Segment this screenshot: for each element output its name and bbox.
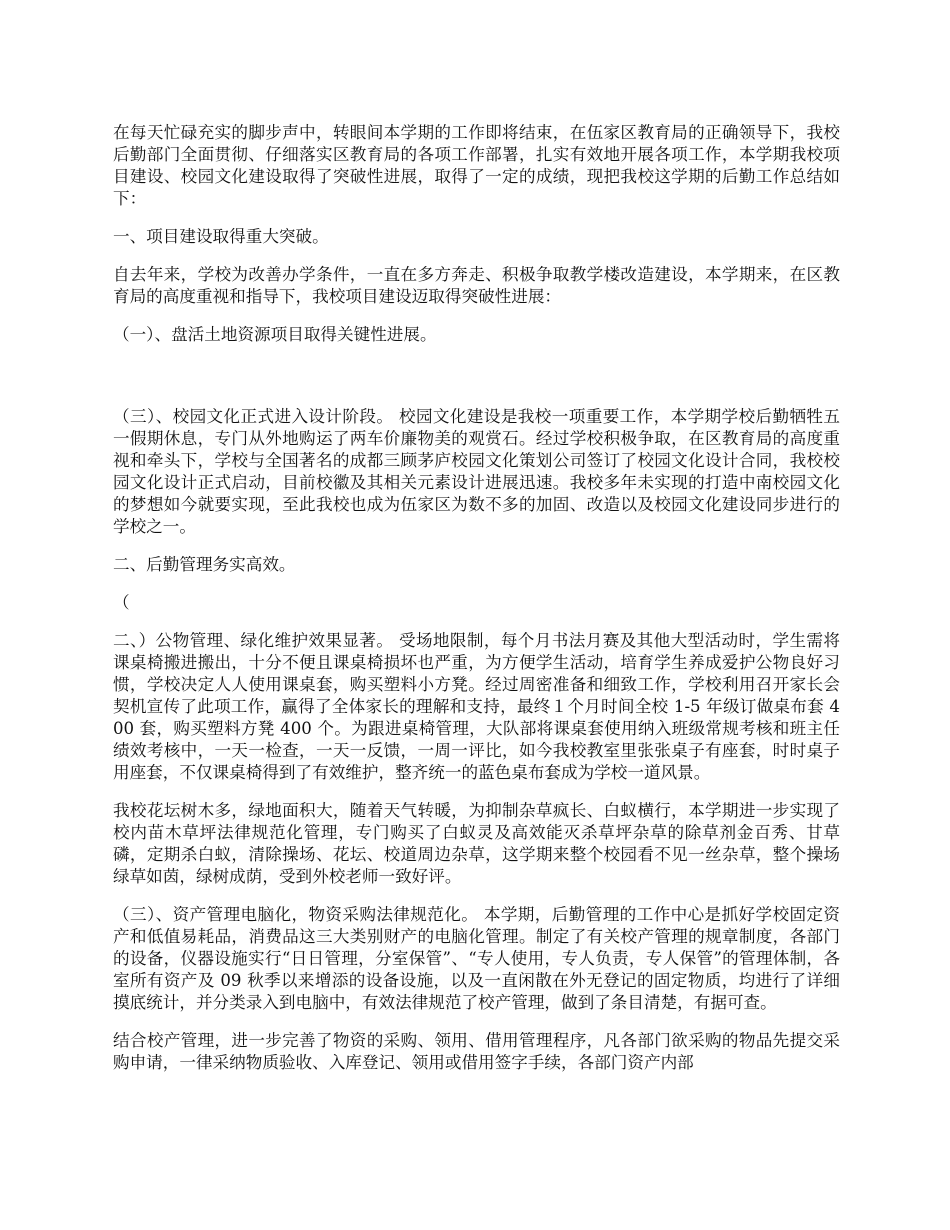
blank-gap: [113, 362, 840, 406]
procurement-paragraph: 结合校产管理，进一步完善了物资的采购、领用、借用管理程序，凡各部门欲采购的物品先提交采购申请，一律采纳物质验收、入库登记、领用或借用签字手续，各部门资产内部: [113, 1031, 840, 1072]
project-paragraph: 自去年来，学校为改善办学条件，一直在多方奔走、积极争取教学楼改造建设，本学期来，在区教育局的高度重视和指导下，我校项目建设迈取得突破性进展：: [113, 265, 840, 306]
asset-management-paragraph: （三）、资产管理电脑化，物资采购法律规范化。 本学期，后勤管理的工作中心是抓好学校固定资产和低值易耗品，消费品这三大类别财产的电脑化管理。制定了有关校产管理的规章制度，各部门的设备，仪器设施实行“日日管理，分室保管”、“专人使用，专人负责，专人保管”的管理体制，各室所有资产及 09 秋季以来增添的设备设施，以及一直闲散在外无登记的固定物质，均进行了详细摸底统计，并分类录入到电脑中，有效法律规范了校产管理，做到了条目清楚，有据可查。: [113, 905, 840, 1012]
greening-paragraph: 我校花坛树木多，绿地面积大，随着天气转暖，为抑制杂草疯长、白蚁横行，本学期进一步实现了校内苗木草坪法律规范化管理，专门购买了白蚁灵及高效能灭杀草坪杂草的除草剂金百秀、甘草磷，定期杀白蚁，清除操场、花坛、校道周边杂草，这学期来整个校园看不见一丝杂草，整个操场绿草如茵，绿树成荫，受到外校老师一致好评。: [113, 801, 840, 886]
section-heading-logistics: 二、后勤管理务实高效。: [113, 555, 296, 574]
subsection-land-resources: （一）、盘活土地资源项目取得关键性进展。: [113, 325, 437, 344]
campus-culture-paragraph: （三）、校园文化正式进入设计阶段。 校园文化建设是我校一项重要工作，本学期学校后勤牺牲五一假期休息，专门从外地购运了两车价廉物美的观赏石。经过学校积极争取，在区教育局的高度重视和牵头下，学校与全国著名的成都三顾茅庐校园文化策划公司签订了校园文化设计合同，我校校园文化设计正式启动，目前校徽及其相关元素设计进展迅速。我校多年未实现的打造中南校园文化的梦想如今就要实现，至此我校也成为伍家区为数不多的加固、改造以及校园文化建设同步进行的学校之一。: [113, 407, 840, 536]
open-paren-line: （: [113, 593, 130, 612]
public-property-paragraph: 二、）公物管理、绿化维护效果显著。 受场地限制，每个月书法月赛及其他大型活动时，学生需将课桌椅搬进搬出，十分不便且课桌椅损坏也严重，为方便学生活动，培育学生养成爱护公物良好习惯，学校决定人人使用课桌套，购买塑料小方凳。经过周密准备和细致工作，学校利用召开家长会契机宣传了此项工作，赢得了全体家长的理解和支持，最终１个月时间全校 1-5 年级订做桌布套 400 套，购买塑料方凳 400 个。为跟进桌椅管理，大队部将课桌套使用纳入班级常规考核和班主任绩效考核中，一天一检查，一天一反馈，一周一评比，如今我校教室里张张桌子有座套，时时桌子用座套，不仅课桌椅得到了有效维护，整齐统一的蓝色桌布套成为学校一道风景。: [113, 631, 840, 782]
intro-paragraph: 在每天忙碌充实的脚步声中，转眼间本学期的工作即将结束，在伍家区教育局的正确领导下，我校后勤部门全面贯彻、仔细落实区教育局的各项工作部署，扎实有效地开展各项工作，本学期我校项目建设、校园文化建设取得了突破性进展，取得了一定的成绩，现把我校这学期的后勤工作总结如下：: [113, 123, 840, 208]
section-heading-project: 一、项目建设取得重大突破。: [113, 227, 329, 246]
document-page: [113, 122, 840, 1090]
